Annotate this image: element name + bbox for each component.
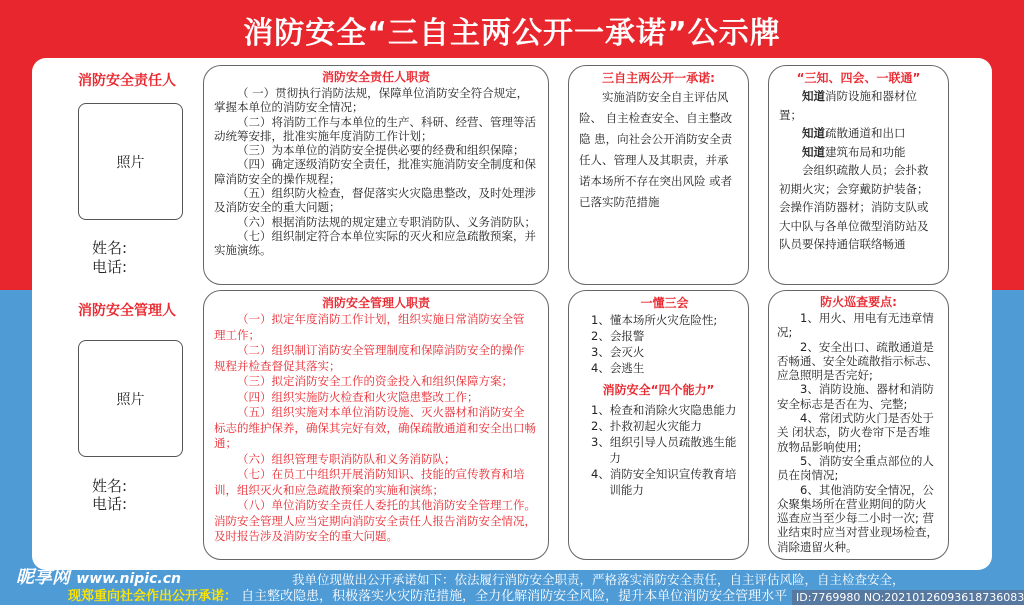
responsible-name: 姓名: bbox=[92, 239, 128, 257]
manager-duties-title: 消防安全管理人职责 bbox=[321, 296, 430, 310]
footer-commitment-line2: 现郑重向社会作出公开承诺： 自主整改隐患，积极落实火灾防范措施，全力化解消防安全风险，提升本单位消防安全管理水平 bbox=[68, 589, 788, 604]
responsible-phone: 电话: bbox=[92, 258, 128, 276]
patrol-item: 4、常闭式防火门是否处于关 闭状态，防火卷帘下是否堆放物品影响使用; bbox=[777, 411, 934, 454]
patrol-item: 6、其他消防安全情况，公众聚集场所在营业期间的防火 巡查应当至少每二小时一次; 营业结束时应当对营业现场检查，消除遗留火种。 bbox=[777, 482, 938, 554]
commitment-box bbox=[568, 65, 749, 285]
duty-item: （七）在员工中组织开展消防知识、技能的宣传教育和培训，组织灭火和应急疏散预案的实施和演练； bbox=[214, 467, 525, 497]
responsible-label: 消防安全责任人 bbox=[78, 73, 176, 89]
list-item: 2、会报警 bbox=[591, 329, 645, 343]
patrol-item: 5、消防安全重点部位的人员在岗情况; bbox=[777, 453, 934, 483]
commitment-text: 实施消防安全自主评估风险、 自主检查安全、自主整改隐 患，向社会公开消防安全责任人、管理人及其职责，并承诺本场所不存在突出风险 或者已落实防范措施 bbox=[579, 90, 733, 209]
duty-item: （七）组织制定符合本单位实际的灭火和应急疏散预案，并实施演练。 bbox=[214, 228, 536, 258]
patrol-title: 防火巡查要点: bbox=[820, 295, 897, 309]
four-abilities-title: 消防安全“四个能力” bbox=[602, 383, 715, 397]
manager-duties-box bbox=[203, 290, 549, 560]
list-item: 1、检查和消除火灾隐患能力 bbox=[591, 403, 737, 417]
list-item: 3、会灭火 bbox=[591, 345, 645, 359]
duty-item: （五）组织实施对本单位消防设施、灭火器材和消防安全 标志的维护保养，确保其完好有效，确保疏散通道和安全出口畅通； bbox=[214, 405, 536, 450]
page-title: 消防安全“三自主两公开一承诺”公示牌 bbox=[243, 16, 781, 51]
manager-name: 姓名: bbox=[92, 477, 128, 495]
list-item: 4、会逃生 bbox=[591, 361, 645, 375]
responsible-photo: 照片 bbox=[78, 103, 183, 220]
watermark-id: ID:7769980 NO:20210126093618736083 bbox=[792, 590, 1024, 605]
commitment-title: 三自主两公开一承诺: bbox=[602, 71, 715, 85]
patrol-item: 1、用火、用电有无违章情况; bbox=[777, 311, 934, 340]
duty-item: （二）组织制订消防安全管理制度和保障消防安全的操作 规程并检查督促其落实； bbox=[214, 343, 525, 373]
responsible-duties-title: 消防安全责任人职责 bbox=[321, 70, 430, 84]
list-item: 3、组织引导人员疏散逃生能力 bbox=[591, 435, 737, 465]
know-item: 知道疏散通道和出口 bbox=[802, 126, 906, 140]
duty-item: （五）组织防火检查，督促落实火灾隐患整改，及时处理涉及消防安全的重大问题； bbox=[214, 186, 536, 215]
duty-item: （六）组织管理专职消防队和义务消防队； bbox=[237, 451, 456, 466]
list-item: 2、扑救初起火灾能力 bbox=[591, 419, 702, 433]
duty-item: （二）将消防工作与本单位的生产、科研、经营、管理等活动统筹安排，批准实施年度消防工作计划； bbox=[214, 114, 536, 143]
duty-item: （三）拟定消防安全工作的资金投入和组织保障方案； bbox=[237, 374, 513, 388]
duty-item: （四）组织实施防火检查和火灾隐患整改工作； bbox=[237, 389, 479, 404]
three-know-title: “三知、四会、一联通” bbox=[796, 71, 921, 85]
duty-item: （四）确定逐级消防安全责任，批准实施消防安全制度和保障消防安全的操作规程； bbox=[214, 157, 536, 186]
manager-label: 消防安全管理人 bbox=[78, 303, 176, 319]
manager-photo: 照片 bbox=[78, 340, 183, 457]
list-item: 1、懂本场所火灾危险性; bbox=[591, 313, 718, 327]
patrol-item: 3、消防设施、器材和消防安全标志是否在为、完整; bbox=[777, 382, 934, 411]
nipic-logo: 昵享网 www.nipic.cn bbox=[16, 567, 181, 588]
list-item: 4、消防安全知识宣传教育培训能力 bbox=[591, 467, 737, 497]
three-know-box bbox=[768, 65, 949, 285]
patrol-box bbox=[768, 290, 949, 560]
know-item: 知道建筑布局和功能 bbox=[802, 144, 906, 159]
know-item: 知道消防设施和器材位置； bbox=[779, 89, 917, 122]
responsible-duties-box bbox=[203, 65, 549, 285]
duty-item: （八）单位消防安全责任人委托的其他消防安全管理工作。消防安全管理人应当定期向消防安全责任人报告消防安全情况，及时报告涉及消防安全的重大问题。 bbox=[214, 498, 536, 543]
one-know-three-title: 一懂三会 bbox=[640, 296, 689, 310]
duty-item: （一）拟定年度消防工作计划，组织实施日常消防安全管 理工作； bbox=[214, 312, 525, 342]
footer-commitment-line1: 我单位现做出公开承诺如下：依法履行消防安全职责，严格落实消防安全责任，自主评估风险，自主检查安全， bbox=[292, 572, 905, 587]
duty-item: （三）为本单位的消防安全提供必要的经费和组织保障； bbox=[237, 143, 525, 158]
duty-item: （六）根据消防法规的规定建立专职消防队、义务消防队； bbox=[237, 214, 536, 229]
patrol-item: 2、安全出口、疏散通道是否畅通、安全处疏散指示标志、 应急照明是否完好; bbox=[777, 339, 938, 383]
know-rest: 会组织疏散人员；会扑救初期火灾；会穿戴防护装备；会操作消防器材；消防支队或大中队与各单位微型消防站及队员要保持通信联络畅通 bbox=[779, 163, 929, 251]
duty-item: （ 一）贯彻执行消防法规，保障单位消防安全符合规定，掌握本单位的消防安全情况； bbox=[214, 86, 529, 115]
abilities-box bbox=[568, 290, 749, 560]
manager-phone: 电话: bbox=[92, 495, 128, 513]
